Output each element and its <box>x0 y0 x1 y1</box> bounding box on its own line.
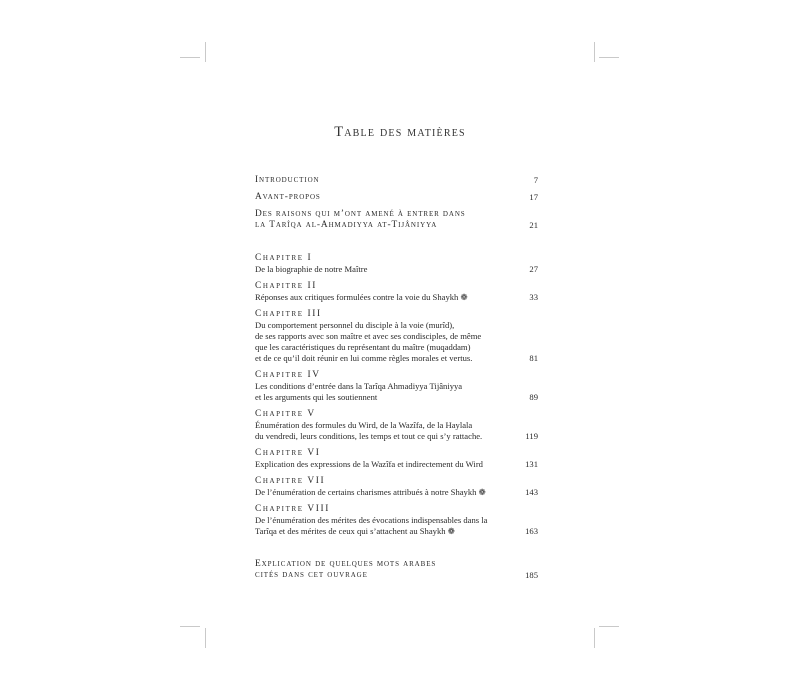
crop-mark <box>205 42 206 62</box>
page-title: Table des matières <box>334 124 466 140</box>
page-number: 163 <box>525 526 538 536</box>
toc-chapter-5[interactable] <box>255 409 538 442</box>
chapter-heading: Chapitre V <box>255 409 316 419</box>
toc-chapter-8[interactable] <box>255 504 538 537</box>
toc-chapter-2[interactable] <box>255 281 538 303</box>
entry-text: la Tarîqa al-Ahmadiyya at-Tijâniyya <box>255 220 438 230</box>
entry-text: et les arguments qui les soutiennent <box>255 392 378 402</box>
chapter-heading: Chapitre I <box>255 253 313 263</box>
entry-text: Introduction <box>255 175 320 185</box>
chapter-heading: Chapitre II <box>255 281 317 291</box>
entry-text: Avant-propos <box>255 192 321 202</box>
entry-text: Des raisons qui m’ont amené à entrer dans <box>255 209 466 219</box>
page-number: 143 <box>525 487 538 497</box>
toc-entry-introduction[interactable] <box>255 175 538 186</box>
page-number: 81 <box>529 353 538 363</box>
table-of-contents <box>255 175 538 581</box>
chapter-heading: Chapitre VI <box>255 448 321 458</box>
toc-chapter-1[interactable] <box>255 253 538 275</box>
entry-text: Du comportement personnel du disciple à la voie (murîd), <box>255 320 455 330</box>
crop-mark <box>599 57 619 58</box>
page-number: 17 <box>529 192 538 202</box>
crop-mark <box>594 42 595 62</box>
entry-text: De l’énumération des mérites des évocations indispensables dans la <box>255 515 488 525</box>
page-number: 119 <box>525 431 538 441</box>
toc-entry-avant-propos[interactable] <box>255 192 538 203</box>
page-number: 7 <box>533 175 538 185</box>
entry-text: De l’énumération de certains charismes attribués à notre Shaykh ❁ <box>255 487 486 497</box>
crop-mark <box>599 626 619 627</box>
toc-chapter-3[interactable] <box>255 309 538 364</box>
page-number: 33 <box>529 292 538 302</box>
toc-entry-raisons[interactable] <box>255 209 538 231</box>
crop-mark <box>205 628 206 648</box>
toc-entry-glossaire[interactable] <box>255 559 538 581</box>
entry-text: Réponses aux critiques formulées contre la voie du Shaykh ❁ <box>255 292 468 302</box>
entry-text: Explication de quelques mots arabes <box>255 559 437 569</box>
chapter-heading: Chapitre VII <box>255 476 326 486</box>
toc-chapter-6[interactable] <box>255 448 538 470</box>
entry-text: Explication des expressions de la Wazîfa et indirectement du Wird <box>255 459 483 469</box>
chapter-heading: Chapitre VIII <box>255 504 330 514</box>
entry-text: cités dans cet ouvrage <box>255 570 368 580</box>
crop-mark <box>594 628 595 648</box>
entry-text: du vendredi, leurs conditions, les temps et tout ce qui s’y rattache. <box>255 431 483 441</box>
page-number: 131 <box>525 459 538 469</box>
entry-text: De la biographie de notre Maître <box>255 264 368 274</box>
page-number: 89 <box>529 392 538 402</box>
crop-mark <box>180 626 200 627</box>
entry-text: Les conditions d’entrée dans la Tarîqa Ahmadiyya Tijâniyya <box>255 381 463 391</box>
entry-text: de ses rapports avec son maître et avec ses condisciples, de même <box>255 331 482 341</box>
toc-chapter-7[interactable] <box>255 476 538 498</box>
page-number: 27 <box>529 264 538 274</box>
page-number: 21 <box>529 220 538 230</box>
entry-text: et de ce qu’il doit réunir en lui comme règles morales et vertus. <box>255 353 473 363</box>
page-number: 185 <box>525 570 538 580</box>
entry-text: que les caractéristiques du représentant du maître (muqaddam) <box>255 342 471 352</box>
chapter-heading: Chapitre IV <box>255 370 321 380</box>
entry-text: Tarîqa et des mérites de ceux qui s’attachent au Shaykh ❁ <box>255 526 455 536</box>
chapter-heading: Chapitre III <box>255 309 322 319</box>
crop-mark <box>180 57 200 58</box>
toc-chapter-4[interactable] <box>255 370 538 403</box>
entry-text: Énumération des formules du Wird, de la Wazîfa, de la Haylala <box>255 420 473 430</box>
